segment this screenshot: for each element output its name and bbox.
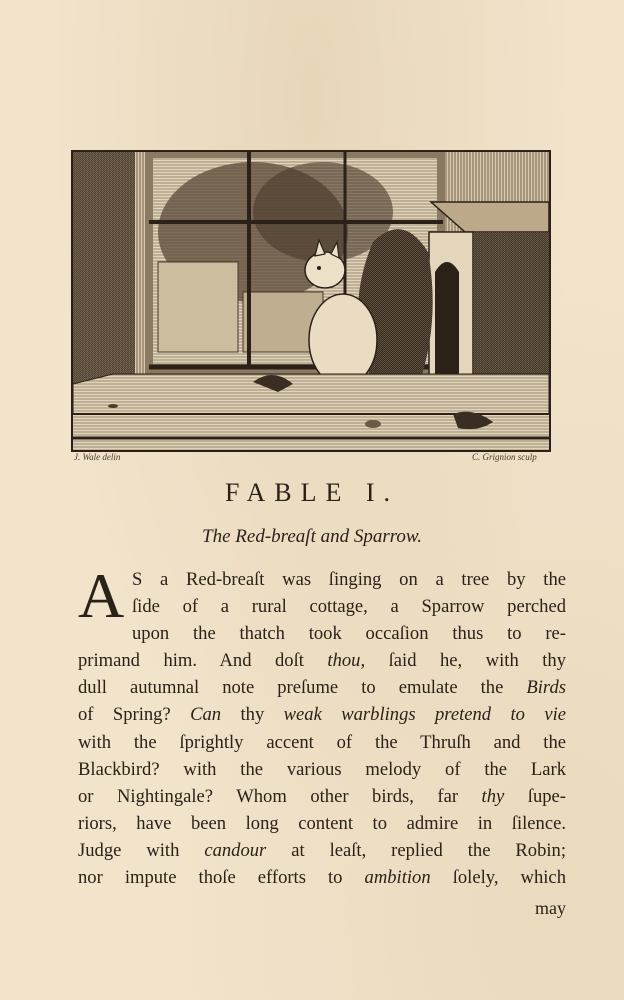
text-segment: upon the thatch took occaſion thus to re- (132, 623, 566, 645)
text-segment: dull autumnal note preſume to emulate the (78, 677, 527, 699)
text-segment: thy (240, 704, 265, 726)
text-segment: at leaſt, replied the Robin; (266, 839, 567, 861)
italic-text: Birds (526, 677, 566, 699)
italic-text: ambition (364, 867, 431, 889)
text-line (78, 701, 566, 728)
text-line (78, 674, 566, 701)
text-line (78, 566, 566, 593)
text-line (78, 756, 566, 783)
italic-text: Can (170, 704, 241, 726)
fable-subtitle: The Red-breaſt and Sparrow. (202, 526, 422, 547)
drop-cap-letter: A (78, 560, 125, 631)
text-line (78, 729, 566, 756)
text-segment: S a Red-breaſt was ſinging on a tree by the (132, 569, 566, 590)
engraving-credit-left: J. Wale delin (74, 452, 121, 462)
text-line (78, 783, 566, 810)
fable-lines (78, 560, 567, 891)
text-line (78, 837, 566, 864)
italic-text: weak warblings pretend to vie (264, 704, 566, 726)
italic-text: thy (481, 785, 505, 807)
text-segment: ſolely, which (430, 867, 566, 889)
engraving-credit-right: C. Grignion sculp (472, 452, 537, 462)
fable-title: FABLE I. (224, 478, 400, 507)
text-segment: Blackbird? with the various melody of the Lark (78, 758, 566, 780)
catchword: may (535, 898, 566, 918)
text-segment: primand him. And doſt (78, 650, 328, 672)
text-segment: Judge with (78, 839, 205, 861)
text-segment: nor impute thoſe efforts to (78, 867, 365, 889)
text-segment: riors, have been long content to admire in ſilence. (78, 812, 566, 834)
text-segment: of Spring? (78, 704, 171, 726)
text-segment: ſaid he, with thy (365, 650, 566, 672)
text-line (78, 810, 566, 837)
text-segment: with the ſprightly accent of the Thruſh and the (78, 731, 566, 753)
text-line (78, 620, 566, 647)
text-segment: or Nightingale? Whom other birds, far (78, 785, 482, 807)
text-segment: ſide of a rural cottage, a Sparrow perched (132, 596, 566, 618)
engraving-illustration (71, 150, 551, 452)
text-segment: ſupe- (504, 785, 566, 807)
text-line (78, 864, 566, 891)
italic-text: candour (204, 839, 267, 861)
italic-text: thou, (327, 650, 366, 672)
text-line (78, 647, 566, 674)
text-line (78, 593, 566, 620)
fable-body-text (78, 560, 567, 891)
squirrel-engraving-image (73, 152, 549, 450)
